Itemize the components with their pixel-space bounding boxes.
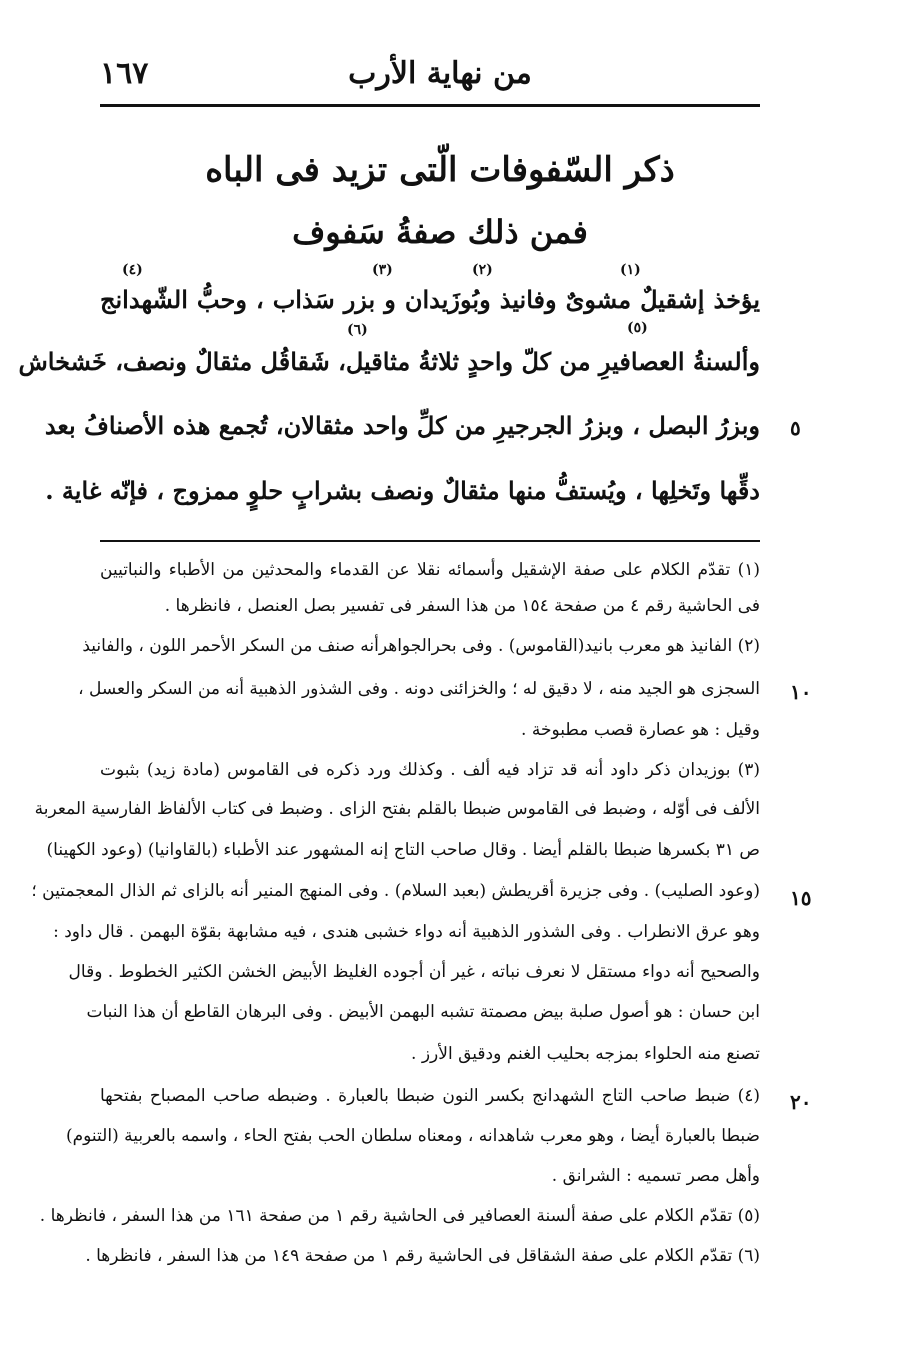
- footnote-line: ابن حسان : هو أصول صلبة بيض مصمتة تشبه البهمن الأبيض . وفى البرهان القاطع أن هذا النبات: [86, 1002, 760, 1022]
- body-line-1: يؤخذ إشقيلٌ مشوىٌ وفانيذ وبُوزَيدان و بزر سَذاب ، وحبُّ الشّهدانج: [100, 285, 760, 314]
- footnote-line: (٢) الفانيذ هو معرب بانيد(القاموس) . وفى بحرالجواهرأنه صنف من السكر الأحمر اللون ، والفانيذ: [82, 636, 760, 656]
- margin-line-number-10: ١٠: [790, 680, 812, 704]
- footnote-marker-6: (٦): [347, 322, 368, 338]
- footnote-line: (١) تقدّم الكلام على صفة الإشقيل وأسمائه نقلا عن القدماء والمحدثين من الأطباء والنباتيين: [100, 560, 760, 580]
- page-number: ١٦٧: [100, 56, 149, 91]
- section-heading: ذكر السّفوفات الّتى تزيد فى الباه: [205, 150, 675, 190]
- running-header-title: من نهاية الأرب: [348, 56, 532, 91]
- footnote-marker-5: (٥): [627, 320, 648, 336]
- footnote-line: تصنع منه الحلواء بمزجه بحليب الغنم ودقيق الأرز .: [411, 1044, 760, 1064]
- footnote-marker-1: (١): [620, 262, 641, 278]
- margin-line-number-15: ١٥: [790, 886, 812, 910]
- sub-heading: فمن ذلك صفةُ سَفوف: [292, 213, 588, 251]
- body-line-2: وألسنةُ العصافيرِ من كلّ واحدٍ ثلاثةُ مثاقيل، شَقاقُل مثقالٌ ونصف، خَشخاش: [18, 347, 760, 376]
- footnote-line: فى الحاشية رقم ٤ من صفحة ١٥٤ من هذا السفر فى تفسير بصل العنصل ، فانظرها .: [164, 596, 760, 616]
- footnote-line: السجزى هو الجيد منه ، لا دقيق له ؛ والخزائنى دونه . وفى الشذور الذهبية أنه من السكر والعسل ،: [78, 679, 760, 699]
- margin-line-number-20: ٢٠: [790, 1090, 812, 1114]
- footnote-marker-2: (٢): [472, 262, 493, 278]
- footnote-line: وقيل : هو عصارة قصب مطبوخة .: [521, 720, 760, 740]
- body-line-4: دقِّها وتَخلِها ، ويُستفُّ منها مثقالٌ ونصف بشرابٍ حلوٍ ممزوج ، فإنّه غاية .: [45, 476, 760, 505]
- footnote-line: وأهل مصر تسميه : الشرانق .: [551, 1166, 760, 1186]
- footnote-markers-row: [100, 262, 760, 282]
- footnote-line: (٥) تقدّم الكلام على صفة ألسنة العصافير فى الحاشية رقم ١ من صفحة ١٦١ من هذا السفر ، فانظرها .: [39, 1206, 760, 1226]
- header-rule: [100, 104, 760, 107]
- footnote-line: (٦) تقدّم الكلام على صفة الشقاقل فى الحاشية رقم ١ من صفحة ١٤٩ من هذا السفر ، فانظرها .: [85, 1246, 760, 1266]
- footnote-line: والصحيح أنه دواء مستقل لا نعرف نباته ، غير أن أجوده الغليظ الأبيض الخشن الكثير الخطوط . وقال: [68, 962, 760, 982]
- footnote-line: ضبطا بالعبارة أيضا ، وهو معرب شاهدانه ، ومعناه سلطان الحب بفتح الحاء ، واسمه بالعربية (التنوم): [65, 1126, 760, 1146]
- footnote-line: (وعود الصليب) . وفى جزيرة أقريطش (بعبد السلام) . وفى المنهج المنير أنه بالزاى ثم الذال المعجمتين ؛: [31, 881, 760, 901]
- margin-line-number-5: ٥: [790, 416, 801, 440]
- body-line-3: وبزرُ البصل ، وبزرُ الجرجيرِ من كلِّ واحد مثقالان، تُجمع هذه الأصنافُ بعد: [44, 411, 760, 440]
- footnote-line: الألف فى أوّله ، وضبط فى القاموس ضبطا بالقلم بفتح الزاى . وضبط فى كتاب الألفاظ الفارسية المعربة: [34, 799, 760, 819]
- footnote-marker-3: (٣): [372, 262, 393, 278]
- footnote-line: ص ٣١ بكسرها ضبطا بالقلم أيضا . وقال صاحب التاج إنه المشهور عند الأطباء (بالقاوانيا) (وعود الكهينا): [46, 840, 760, 860]
- footnote-line: (٣) بوزيدان ذكر داود أنه قد تزاد فيه ألف . وكذلك ورد ذكره فى القاموس (مادة زيد) بثبوت: [100, 760, 760, 780]
- footnote-line: وهو عرق الانطراب . وفى الشذور الذهبية أنه دواء خشبى هندى ، فيه مشابهة بقوّة البهمن . قال داود :: [53, 922, 760, 942]
- footnote-separator: [100, 540, 760, 542]
- footnote-line: (٤) ضبط صاحب التاج الشهدانج بكسر النون ضبطا بالعبارة . وضبطه صاحب المصباح بفتحها: [100, 1086, 760, 1106]
- footnote-marker-4: (٤): [122, 262, 143, 278]
